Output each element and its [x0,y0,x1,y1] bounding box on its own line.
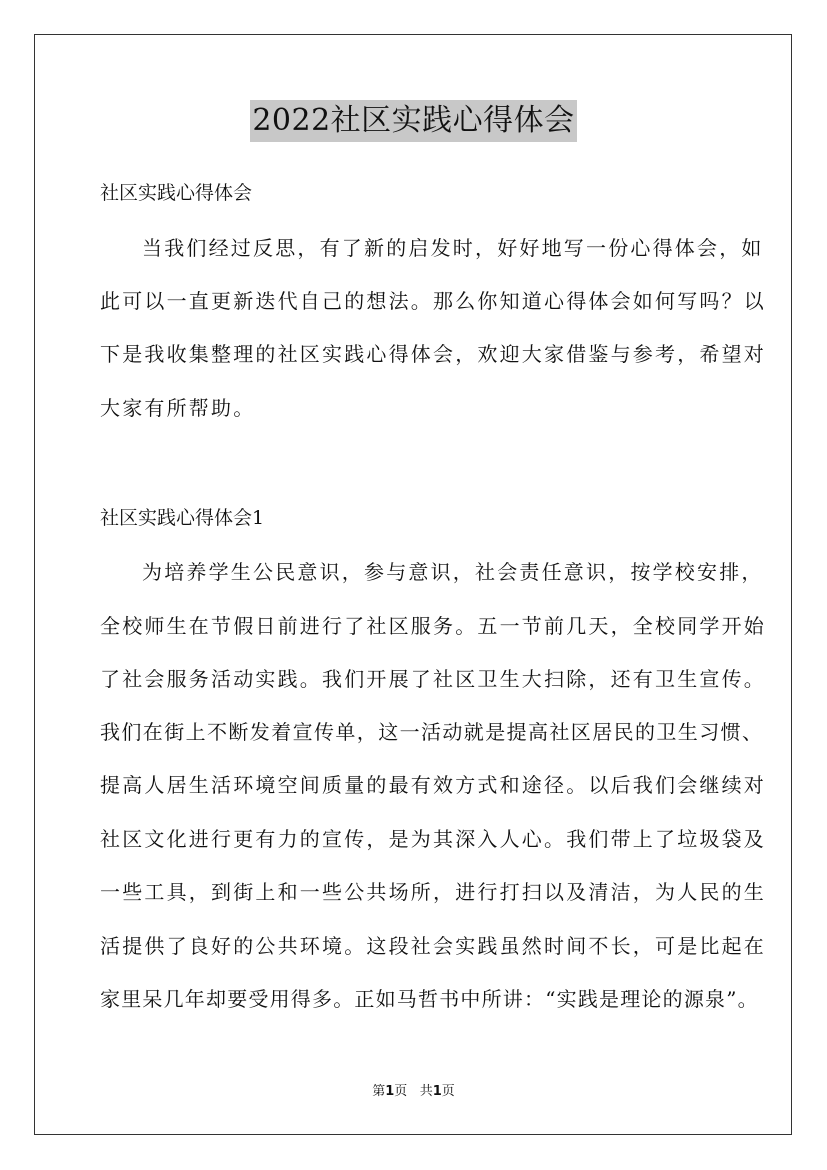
total-suffix: 页 [441,1084,455,1099]
total-number: 1 [432,1084,442,1099]
section1-line: 社区文化进行更有力的宣传，是为其深入人心。我们带上了垃圾袋及 [100,827,766,851]
intro-line: 当我们经过反思，有了新的启发时，好好地写一份心得体会，如 [142,236,764,260]
page-footer [0,1083,827,1101]
section1-line: 家里呆几年却要受用得多。正如马哲书中所讲：“实践是理论的源泉”。 [100,987,759,1011]
page-number: 1 [385,1084,395,1099]
total-prefix: 共 [419,1084,433,1099]
section1-line: 提高人居生活环境空间质量的最有效方式和途径。以后我们会继续对 [100,773,766,797]
section1-heading: 社区实践心得体会1 [100,507,265,529]
section1-line: 为培养学生公民意识，参与意识，社会责任意识，按学校安排， [142,560,764,584]
section1-line: 一些工具，到街上和一些公共场所，进行打扫以及清洁，为人民的生 [100,880,766,904]
intro-line: 此可以一直更新迭代自己的想法。那么你知道心得体会如何写吗？以 [100,289,766,313]
title-block [0,100,827,142]
section1-line: 活提供了良好的公共环境。这段社会实践虽然时间不长，可是比起在 [100,934,766,958]
page-suffix: 页 [394,1084,408,1099]
page-prefix: 第 [372,1084,386,1099]
section1-line: 了社会服务活动实践。我们开展了社区卫生大扫除，还有卫生宣传。 [100,667,766,691]
section1-line: 全校师生在节假日前进行了社区服务。五一节前几天，全校同学开始 [100,614,766,638]
intro-line: 大家有所帮助。 [100,396,256,420]
intro-line: 下是我收集整理的社区实践心得体会，欢迎大家借鉴与参考，希望对 [100,342,766,366]
intro-heading: 社区实践心得体会 [100,182,253,204]
section1-line: 我们在街上不断发着宣传单，这一活动就是提高社区居民的卫生习惯、 [100,720,764,744]
document-title: 2022社区实践心得体会 [250,100,576,142]
